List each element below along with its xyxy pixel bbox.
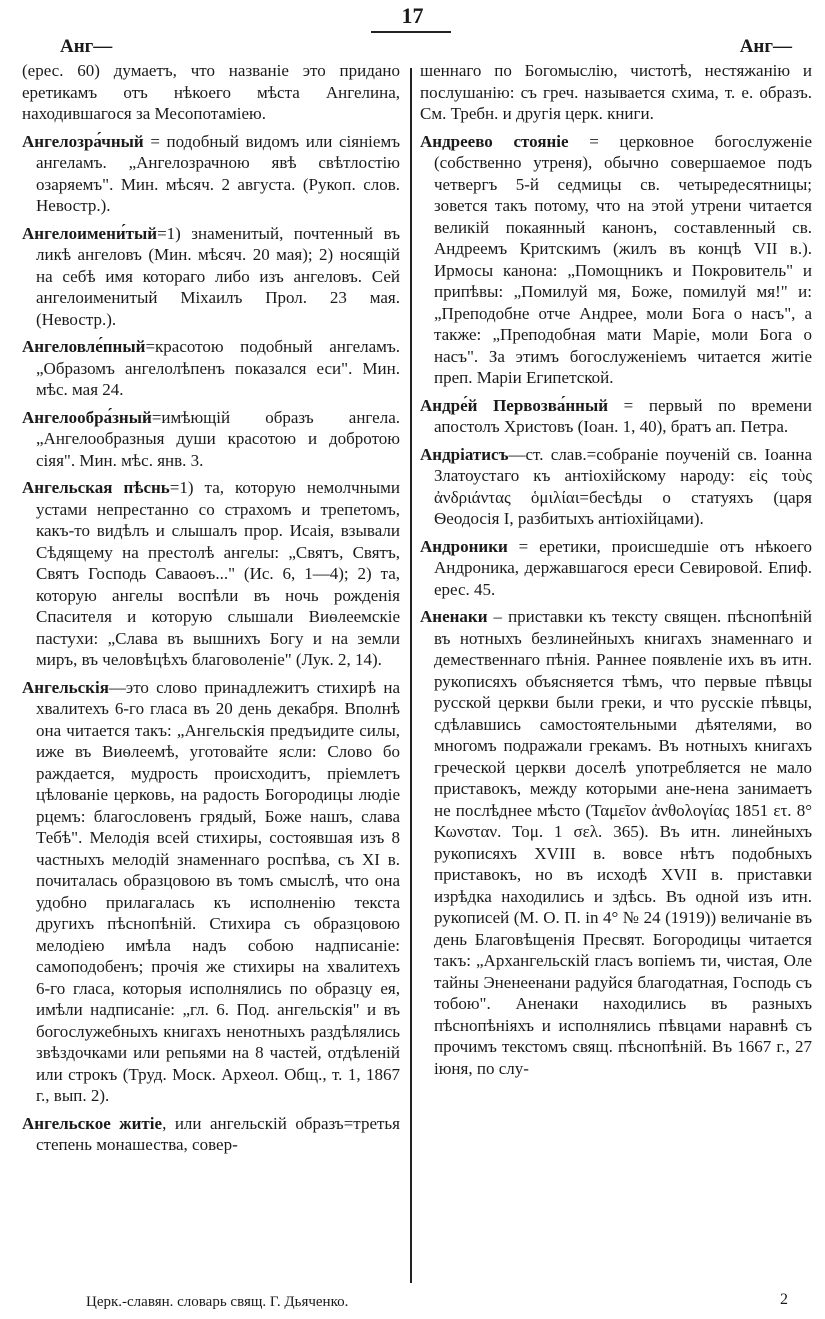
dictionary-entry (22, 131, 400, 217)
entry-headword: Ангелоимени́тый (22, 223, 158, 243)
dictionary-entry (420, 536, 812, 601)
dictionary-entry (22, 407, 400, 472)
dictionary-entry (22, 677, 400, 1107)
entry-headword: Андріатисъ (420, 444, 509, 464)
page-footer: Церк.-славян. словарь свящ. Г. Дьяченко. (86, 1294, 349, 1310)
entry-definition: = первый по времени апостолъ Христовъ (Іоан. 1, 40), братъ ап. Петра. (434, 395, 812, 436)
entry-headword: Андроники (420, 536, 508, 556)
right-catchword: Анг— (739, 36, 792, 57)
entry-definition: =1) та, которую немолчными устами непрестанно со страхомъ и трепетомъ, какъ-то видѣлъ и слышалъ прор. Исаія, взывали Сѣдящему на престолѣ ангелы: „Святъ, Святъ, Святъ Господь Саваоѳъ..." (Ис. 6, 1—4); 2) та, которую ангелы воспѣли въ ночь рожденія Спасителя и которую слышали Виѳлеемскіе пастухи: „Слава въ вышнихъ Богу и на земли миръ, въ человѣцѣхъ благоволеніе" (Лук. 2, 14). (36, 478, 400, 669)
dictionary-entry (420, 606, 812, 1079)
entry-headword: Ангельское житіе (22, 1113, 163, 1133)
entry-definition: =имѣющій образъ ангела. „Ангелообразныя души красотою и добротою сіяя". Мин. мѣс. янв. 3. (36, 407, 400, 470)
left-continuation: (ерес. 60) думаетъ, что названіе это придано еретикамъ отъ нѣкоего мѣста Ангелина, находившагося за Месопотаміею. (22, 61, 400, 123)
right-column (420, 36, 812, 1085)
left-catchword: Анг— (60, 36, 113, 57)
entry-definition: =1) знаменитый, почтенный въ ликѣ ангеловъ (Мин. мѣсяч. 20 мая); 2) носящій на себѣ имя котораго либо изъ ангеловъ. Сей ангелоименитый Міхаилъ Прол. 23 мая. (Невостр.). (36, 223, 400, 329)
entry-definition: – приставки къ тексту священ. пѣснопѣній въ нотныхъ безлинейныхъ книгахъ знаменнаго и демественнаго пѣнія. Раннее появленіе ихъ въ итн. рукописяхъ объясняется тѣмъ, что первые пѣвцы русской церкви были греки, и что русскіе пѣвцы, сдѣлавшись самостоятельными дѣятелями, во многомъ подражали грекамъ. Въ нотныхъ книгахъ греческой церкви доселѣ употребляется не мало приставокъ, между которыми ане-нена занимаетъ не послѣднее мѣсто (Ταμεῖον ἀνθολογίας 1851 ετ. 8° Κωνσταν. Τομ. 1 σελ. 365). Въ итн. линейныхъ рукописяхъ XVIII в. вовсе нѣтъ подобныхъ приставокъ, но въ исходѣ XVII в. приставки изрѣдка находились и здѣсь. Въ одной изъ итн. рукописей (М. О. П. in 4° № 24 (1919)) величаніе въ день Благовѣщенія Пресвят. Богородицы читается такъ: „Архангельскій гласъ вопіемъ ти, чистая, Оле тайны Эненеенани радуйся благодатная, Господь съ тобою". Аненаки находились въ разныхъ пѣснопѣніяхъ и исполнялись пѣвцами наравнѣ съ прочимъ текстомъ свящ. пѣснопѣній. Въ 1667 г., 27 іюня, по слу- (434, 607, 812, 1078)
column-divider (410, 68, 412, 1283)
dictionary-entry (22, 223, 400, 331)
entry-definition: —ст. слав.=собраніе поученій св. Іоанна Златоустаго къ антіохійскому народу: εἰς τοὺς ἀνδριάντας ὁμιλίαι=бесѣды о статуяхъ (царя Ѳеодосія I, разбитыхъ антіохійцами). (434, 444, 812, 528)
entry-headword: Ангелозра́чный (22, 131, 144, 151)
dictionary-entry (22, 336, 400, 401)
entry-headword: Андре́й Первозва́нный (420, 395, 609, 415)
dictionary-entry (420, 395, 812, 438)
entry-headword: Ангелообра́зный (22, 407, 152, 427)
entry-headword: Ангельскія (22, 677, 109, 697)
dictionary-entry (22, 1113, 400, 1156)
page-number: 17 (401, 3, 424, 28)
entry-definition: = церковное богослуженіе (собственно утреня), обычно совершаемое подъ четвергъ 5-й седмицы св. четыредесятницы; зовется такъ потому, что на этой утрени читается великій покаянный канонъ, составленный св. Андреемъ Критскимъ (жилъ въ концѣ VII в.). Ирмосы канона: „Помощникъ и Покровитель" и припѣвы: „Помилуй мя, Боже, помилуй мя!" и: „Преподобне отче Андрее, моли Бога о насъ", а также: „Преподобная мати Маріе, моли Бога о насъ". За этимъ богослуженіемъ читается житіе преп. Маріи Египетской. (434, 131, 812, 387)
top-rule (371, 31, 451, 33)
dictionary-entry (420, 131, 812, 389)
entry-headword: Аненаки (420, 607, 488, 626)
entry-definition: =красотою подобный ангеламъ. „Образомъ ангелолѣпенъ показался еси". Мин. мѣс. мая 24. (36, 337, 400, 399)
right-continuation: шеннаго по Богомыслію, чистотѣ, нестяжанію и послушанію: съ греч. называется схима, т. е. образъ. См. Требн. и другія церк. книги. (420, 61, 812, 123)
entry-definition: = подобный видомъ или сіяніемъ ангеламъ. „Ангелозрачною явѣ свѣтлостію озаряемъ". Мин. мѣсяч. 2 августа. (Рукоп. слов. Невостр.). (36, 131, 400, 215)
entry-headword: Ангеловле́пный (22, 337, 146, 356)
dictionary-entry (420, 444, 812, 530)
left-column (22, 36, 400, 1162)
entry-headword: Ангельская пѣснь (22, 478, 170, 497)
entry-definition: = еретики, происшедшіе отъ нѣкоего Андроника, державшагося ереси Севировой. Епиф. ерес. 45. (434, 536, 812, 599)
entry-definition: , или ангельскій образъ=третья степень монашества, совер- (36, 1113, 400, 1154)
entry-headword: Андреево стояніе (420, 131, 569, 151)
entry-definition: —это слово принадлежитъ стихирѣ на хвалитехъ 6-го гласа въ 20 день декабря. Вполнѣ она читается такъ: „Ангельскія предъидите силы, иже въ Виѳлеемѣ, уготовайте ясли: Слово бо раждается, мудрость происходитъ, пріемлетъ цѣлованіе церковь, на радость Богородицы людіе рцемъ: благословенъ грядый, Боже нашъ, слава Тебѣ". Мелодія всей стихиры, состоявшая изъ 8 частныхъ мелодій знаменнаго роспѣва, съ XI в. почиталась образцовою въ томъ смыслѣ, что она удобно прилагалась къ исполненію текста другихъ пѣснопѣній. Стихира съ образцовою мелодіею имѣла надъ собою надписаніе: самоподобенъ; прочія же стихиры на хвалитехъ 6-го гласа, которыя исполнялись по образцу ея, имѣли надписаніе: „гл. 6. Под. ангельскія" и въ богослужебныхъ книгахъ ненотныхъ раздѣлялись звѣздочками или репьями на 8 частей, отдѣленій или строкъ (Труд. Моск. Археол. Общ., т. 1, 1867 г., вып. 2). (36, 677, 400, 1105)
dictionary-entry (22, 477, 400, 671)
signature-mark: 2 (780, 1291, 788, 1308)
